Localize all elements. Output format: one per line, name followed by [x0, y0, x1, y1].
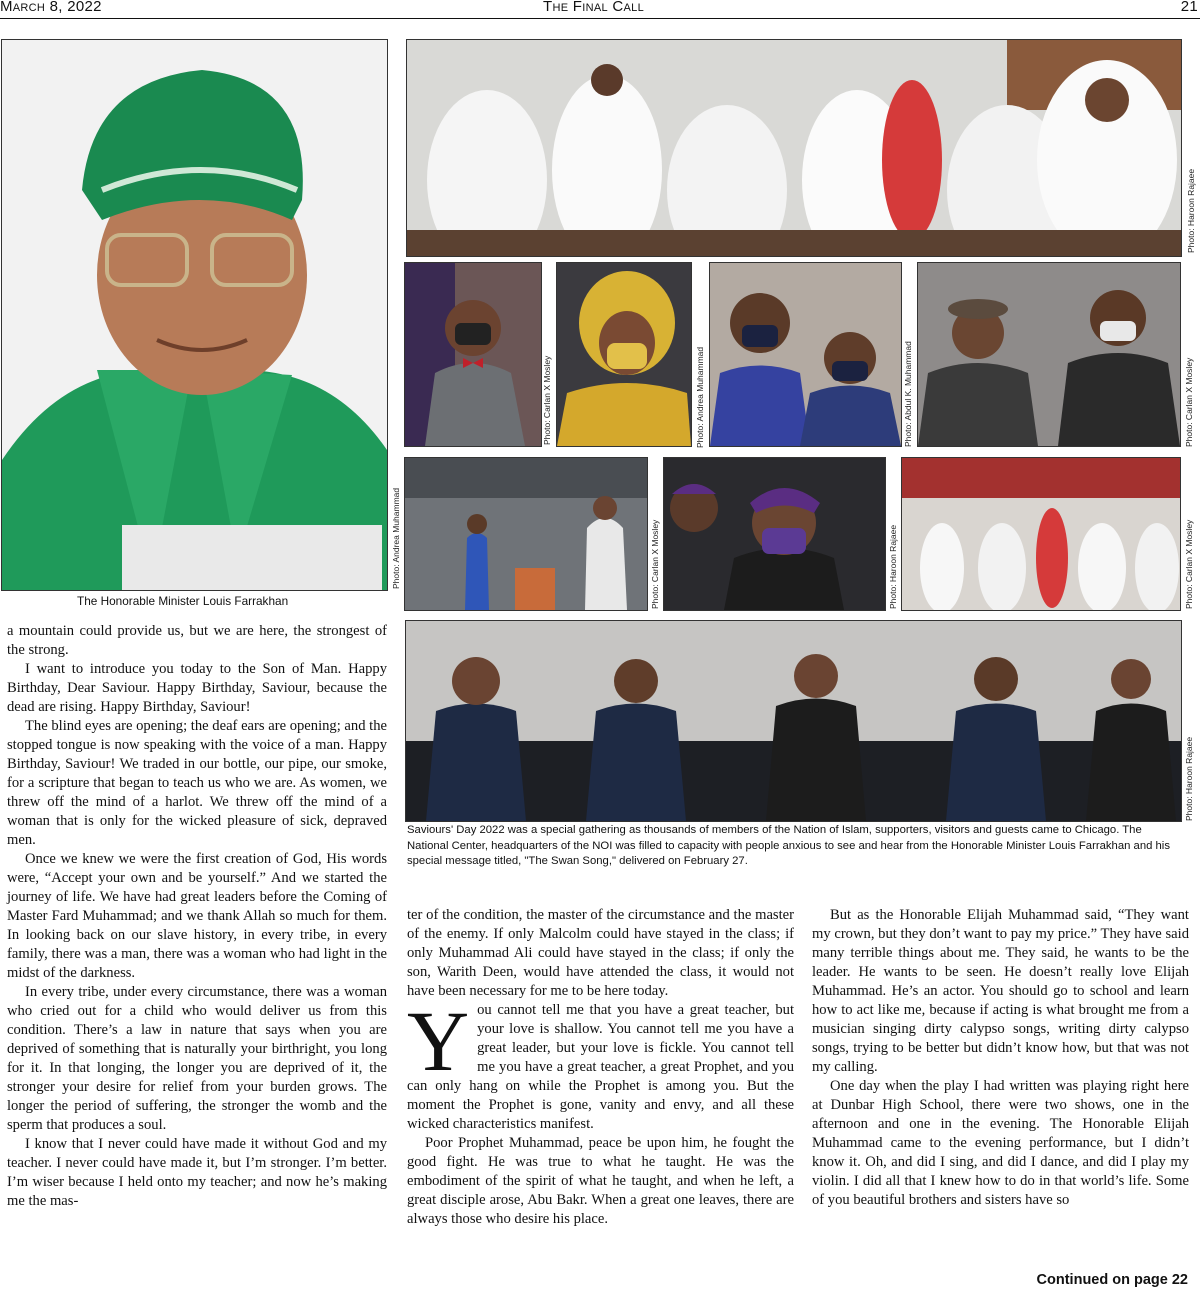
man-with-purple-cap-photo [663, 457, 886, 611]
paragraph: Poor Prophet Muhammad, peace be upon him, he fought the good fight. He was true to what he taught. He was the embodiment of the spirit of what he taught, and when he left, a great disciple arose, Abu Bakr. When a great one leaves, there are always those who desire his place. [407, 1135, 794, 1227]
issue-date: March 8, 2022 [0, 0, 102, 15]
portrait-caption: The Honorable Minister Louis Farrakhan [77, 594, 289, 608]
article-column-1 [7, 622, 387, 1211]
article-column-2 [407, 906, 794, 1229]
paragraph: One day when the play I had written was playing right here at Dunbar High School, there were two shows, one in the afternoon and one in the evening. The Honorable Elijah Muhammad came to the evening performance, but I didn’t know it. Oh, and did I sing, and did I dance, and did I play my violin. I did all that I knew how to do in that world’s life. Some of you beautiful brothers and sisters have so [812, 1078, 1189, 1208]
publication-name: The Final Call [543, 0, 645, 15]
continued-link[interactable]: Continued on page 22 [1036, 1272, 1188, 1288]
page-number: 21 [1180, 0, 1198, 15]
photo-credit: Photo: Carlan X Mosley [1184, 357, 1194, 447]
photo-credit: Photo: Abdul K. Muhammad [903, 341, 913, 447]
paragraph: I know that I never could have made it without God and my teacher. I never could have made it, but I’m stronger. I’m better. I’m wiser because I held onto my teacher; and now he’s making me the mas- [7, 1136, 387, 1209]
fruit-of-islam-applauding-photo [405, 620, 1182, 822]
photo-credit: Photo: Haroon Rajaee [1184, 736, 1194, 821]
paragraph: In every tribe, under every circumstance, there was a woman who cried out for a child who would deliver us from this condition. There’s a law in nature that says when you are deprived of something that is naturally your birthright, you long for it. In that longing, the longer you are deprived of it, the stronger your desire for relief from your burden grows. The longer the period of suffering, the stronger the womb and the sperm that produces a soul. [7, 984, 387, 1133]
paragraph: But as the Honorable Elijah Muhammad said, “They want my crown, but they don’t want to pay my price.” They have said many terrible things about me. They said, he wants to be the leader. He wants to be seen. He doesn’t really love Elijah Muhammad. He’s an actor. You should go to school and learn how to act like me, because if acting is what brought me from a musician singing dirty calypso songs, writing dirty calypso songs, trying to be better but didn’t know how, but that was not my calling. [812, 907, 1189, 1075]
photo-credit: Photo: Andrea Muhammad [391, 487, 401, 589]
paragraph: a mountain could provide us, but we are here, the strongest of the strong. [7, 623, 387, 658]
paragraph [407, 993, 794, 1134]
young-boys-in-masks-photo [709, 262, 902, 447]
hall-audience-standing-photo [404, 457, 648, 611]
photo-credit: Photo: Andrea Muhammad [695, 346, 705, 448]
photo-credit: Photo: Haroon Rajaee [1186, 168, 1196, 253]
woman-gold-head-wrap-photo [556, 262, 692, 447]
boy-with-bow-tie-photo [404, 262, 542, 447]
photo-credit: Photo: Carlan X Mosley [542, 355, 552, 445]
article-column-3 [812, 906, 1189, 1210]
women-in-white-applauding-photo [406, 39, 1182, 257]
paragraph: The blind eyes are opening; the deaf ears are opening; and the stopped tongue is now speaking with the voice of a man. Happy Birthday, Saviour! We traded in our bottle, our pipe, our smoke, for a scripture that began to teach us who we are. As women, we threw off the mind of a harlot. We threw off the mind of a woman that is only for the wicked pleasure of sick, depraved men. [7, 718, 387, 848]
paragraph: I want to introduce you today to the Son of Man. Happy Birthday, Dear Saviour. Happy Birthday, Saviour, because the dead are rising. Happy Birthday, Saviour! [7, 661, 387, 715]
paragraph: Once we knew we were the first creation of God, His words were, “Accept your own and be yourself.” And we started the journey of life. We have had great leaders before the Coming of Master Fard Muhammad; and we thank Allah so much for them. In looking back on our slave history, in every tribe, in every family, there was a man, there was a woman who had light in the midst of the darkness. [7, 851, 387, 981]
page-header [0, 0, 1200, 19]
photo-credit: Photo: Carlan X Mosley [650, 519, 660, 609]
photo-credit: Photo: Haroon Rajaee [888, 524, 898, 609]
men-applauding-photo [917, 262, 1181, 447]
dropcap-text: ou cannot tell me that you have a great teacher, but your love is shallow. You cannot tell me you have a great leader, but your love is fickle. You cannot tell me you have a great teacher, a great Prophet, and you can only hang on while the Prophet is among you. But the moment the Prophet is gone, vanity and envy, and all these wicked characteristics manifest. [407, 1002, 794, 1132]
drop-cap: Y [407, 993, 470, 1089]
portrait-photo [1, 39, 388, 591]
gallery-caption: Saviours' Day 2022 was a special gathering as thousands of members of the Nation of Islam, supporters, visitors and guests came to Chicago. The National Center, headquarters of the NOI was filled to capacity with people anxious to see and hear from the Honorable Minister Louis Farrakhan and his special message titled, "The Swan Song," delivered on February 27. [407, 824, 1170, 867]
paragraph: ter of the condition, the master of the circumstance and the master of the enemy. If only Malcolm could have stayed in the class; if only Muhammad Ali could have stayed in the class; if only the son, Warith Deen, would have attended the class, it would not have been necessary for me to be here today. [407, 907, 794, 999]
photo-credit: Photo: Carlan X Mosley [1184, 519, 1194, 609]
families-in-white-photo [901, 457, 1181, 611]
